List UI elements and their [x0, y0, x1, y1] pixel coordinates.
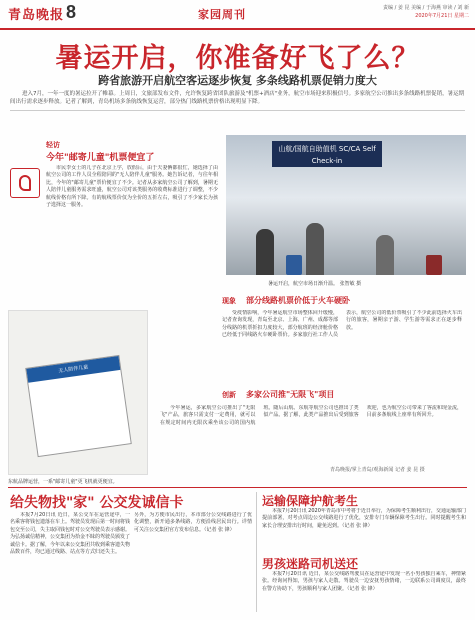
transport-story-title: 运输保障护航考生: [262, 494, 359, 508]
kids-ticket-photo-caption: 东航品牌运营，一系"邮寄儿童"更飞机就更便宜。: [8, 479, 118, 485]
airport-photo: [226, 135, 466, 275]
unlimited-body: 今年暑运，多家航空公司推出了"无限飞"产品，旅客只需支付一定费用，就可以在规定时间内无限次乘坐该公司的国内航班。随后山航、东航等航空公司也推出了类似产品。据了解，此类产品推出后受到旅客欢迎，也为航空公司带来了客流和现金流，目前多条航线上座率有所回升。: [160, 405, 462, 426]
airport-photo-caption: 暑运开启，航空市场日渐升温。 张智敏 摄: [268, 281, 362, 287]
checkin-sign: 山航/国航自助值机 SC/CA Self Check-in: [272, 141, 382, 167]
masthead-meta: [383, 4, 469, 20]
lead-paragraph: 进入7月，一年一度的暑运拉开了帷幕。上周日，文旅部发布文件，允许恢复跨省团队旅游及"机票+酒店"业务，航空市场迎来积极信号。多家航空公司推出多条线路机票促销，暑运期间出行需求逐步释放。记者了解到，青岛机场多条航线恢复运营，部分热门线路机票价格出现明显下降。: [10, 90, 465, 111]
kids-ticket-title: 今年"邮寄儿童"机票便宜了: [46, 153, 155, 163]
bus-story-body: 本报7月20日讯 近日，某公交车在运营途中，一名乘客将钱包遗落在车上。驾驶员发现后第一时间将钱包交至公司，失主取回钱包时对公交驾驶员表示感谢。为弘扬诚信精神，公交集团为拾金不昧的驾驶员颁发了诚信卡。据了解，今年以来公交集团共收到乘客遗失物品数百件，均已通过线路、站点等方式归还失主。: [10, 512, 130, 556]
section-title: 家园周刊: [198, 8, 246, 21]
main-headline: 暑运开启，你准备好飞了么？: [55, 43, 420, 74]
discount-body: 受疫情影响，今年暑运航空市场整体回升缓慢，记者查询发现，青岛至北京、上海、广州、成都等部分线路的机票折扣力度较大，部分航班的经济舱价格已经低于同线路火车硬卧票价。多家旅行社工作人员表示，航空公司的低价票吸引了不少此前选择火车出行的旅客，暑期亲子游、学生游等需求正在逐步释放。: [222, 310, 462, 339]
kids-ticket-photo: [8, 310, 148, 475]
bus-story-title: 给失物找"家" 公交发诚信卡: [10, 495, 184, 511]
bus-story-body-2: 另外，为方便市民出行，本市部分公交线路进行了优化调整，新开通多条线路，方便沿线居民出行。详情可关注公交集团官方发布信息。（记者 张 锋）: [134, 512, 252, 533]
transport-story-body: 本报7月20日讯 2020年青岛市中考将于近日举行，为保障考生顺利出行，交通运输部门提前部署，对考点周边公交线路进行了优化，安排专门车辆保障考生出行。同时提醒考生和家长合理安排出行时间，避免迟到。（记者 张 锋）: [262, 508, 466, 529]
page-number: 8: [66, 2, 77, 22]
main-subhead: 跨省旅游开启航空客运逐步恢复 多条线路机票促销力度大: [98, 74, 377, 87]
masthead: [0, 0, 475, 30]
newspaper-logo: 青岛晚报: [8, 8, 65, 23]
lost-boy-story-body: 本报7月20日讯 近日，某公交线路驾驶员在运营途中发现一名小男孩独自乘车，神情紧张。经询问得知，男孩与家人走散。驾驶员一边安抚男孩情绪，一边联系公司调度员，最终在警方协助下，男孩顺利与家人团聚。（记者 张 锋）: [262, 571, 466, 592]
editors-line: 责编 / 姜 昆 美编 / 于海燕 审读 / 刘 新: [383, 5, 469, 11]
ticket-card-header: 无人陪伴儿童: [26, 356, 120, 383]
section-tag-xianxiang: 现象: [222, 297, 236, 305]
unlimited-title: 多家公司推"无限飞"项目: [246, 390, 335, 399]
unlimited-byline: 青岛晚报/掌上青岛/观海新闻 记者 姜 昆 摄: [330, 467, 425, 473]
ear-icon: [10, 168, 40, 198]
section-tag-qingfang: 轻访: [46, 141, 60, 149]
issue-date: 2020年7月21日 星期二: [415, 13, 469, 19]
discount-title: 部分线路机票价低于火车硬卧: [246, 296, 350, 305]
kids-ticket-body: 市民李女士的儿子在北京上学，放假后，由于夫妻俩都很忙，她选择了由航空公司的工作人员全程陪同的"无人陪伴儿童"服务。她告诉记者，与往年相比，今年的"邮寄儿童"票价便宜了不少。记者从多家航空公司了解到，暑期无人陪伴儿童服务需求旺盛，航空公司对该类服务的收费标准进行了调整，不少航线价格有所下降。有的航线票价仅为全价的五折左右，吸引了不少家长为孩子选择这一服务。: [46, 165, 218, 209]
lost-boy-story-title: 男孩迷路司机送还: [262, 557, 359, 571]
section-tag-chuangxin: 创新: [222, 391, 236, 399]
ticket-card: [25, 355, 132, 457]
